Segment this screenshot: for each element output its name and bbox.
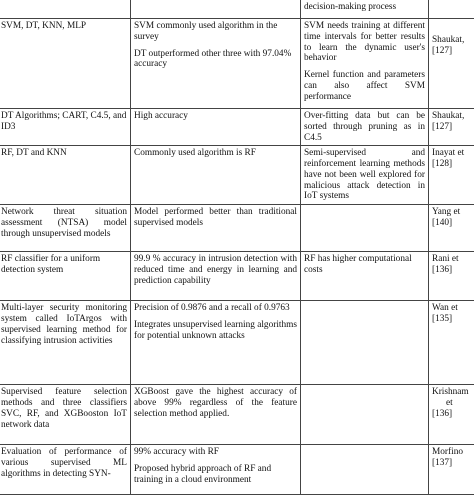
reference-cell: Krishnam et [136]	[429, 385, 474, 445]
technique-cell: Supervised feature selection methods and three classifiers SVC, RF, and XGBooston IoT network data	[0, 385, 131, 445]
reference-cell: Morfino [137]	[429, 445, 474, 495]
reference-cell: Wan et [135]	[429, 301, 474, 385]
reference-cell: Rani et [136]	[429, 252, 474, 301]
table-row	[0, 301, 474, 385]
limitations-cell: decision-making process	[301, 0, 429, 19]
reference-cell: Shaukat, [127]	[429, 19, 474, 109]
limitations-cell	[301, 301, 429, 385]
limitations-cell: SVM needs training at different time intervals for better results to learn the dynamic user's behavior Kernel function and parameters can also affect SVM performance	[301, 19, 429, 109]
table-row	[0, 109, 474, 146]
technique-cell: RF classifier for a uniform detection system	[0, 252, 131, 301]
findings-cell: SVM commonly used algorithm in the survey DT outperformed other three with 97.04% accuracy	[131, 19, 301, 109]
table-row	[0, 385, 474, 445]
limitations-cell: RF has higher computational costs	[301, 252, 429, 301]
findings-cell: Model performed better than traditional supervised models	[131, 205, 301, 252]
findings-cell: High accuracy	[131, 109, 301, 146]
findings-cell: 99.9 % accuracy in intrusion detection with reduced time and energy in learning and prediction capability	[131, 252, 301, 301]
findings-cell: 99% accuracy with RF Proposed hybrid approach of RF and training in a cloud environment	[131, 445, 301, 495]
technique-cell: RF, DT and KNN	[0, 146, 131, 205]
technique-cell: SVM, DT, KNN, MLP	[0, 19, 131, 109]
table-row	[0, 445, 474, 495]
reference-cell	[429, 0, 474, 19]
table-row	[0, 19, 474, 109]
limitations-cell: Over-fitting data but can be sorted through pruning as in C4.5	[301, 109, 429, 146]
table-row	[0, 252, 474, 301]
table-row	[0, 205, 474, 252]
reference-cell: Yang et [140]	[429, 205, 474, 252]
technique-cell: Network threat situation assessment (NTSA) model through unsupervised models	[0, 205, 131, 252]
reference-cell: Inayat et [128]	[429, 146, 474, 205]
reference-cell: Shaukat, [127]	[429, 109, 474, 146]
technique-cell	[0, 0, 131, 19]
technique-cell: Evaluation of performance of various supervised ML algorithms in detecting SYN-	[0, 445, 131, 495]
findings-cell: XGBoost gave the highest accuracy of above 99% regardless of the feature selection method applied.	[131, 385, 301, 445]
findings-cell	[131, 0, 301, 19]
limitations-cell: Semi-supervised and reinforcement learning methods have not been well explored for malicious attack detection in IoT systems	[301, 146, 429, 205]
findings-cell: Precision of 0.9876 and a recall of 0.9763 Integrates unsupervised learning algorithms for potential unknown attacks	[131, 301, 301, 385]
table-row	[0, 0, 474, 19]
findings-cell: Commonly used algorithm is RF	[131, 146, 301, 205]
limitations-cell	[301, 385, 429, 445]
limitations-cell	[301, 445, 429, 495]
technique-cell: DT Algorithms; CART, C4.5, and ID3	[0, 109, 131, 146]
technique-cell: Multi-layer security monitoring system called IoTArgos with supervised learning method for classifying intrusion activities	[0, 301, 131, 385]
limitations-cell	[301, 205, 429, 252]
table-row	[0, 146, 474, 205]
